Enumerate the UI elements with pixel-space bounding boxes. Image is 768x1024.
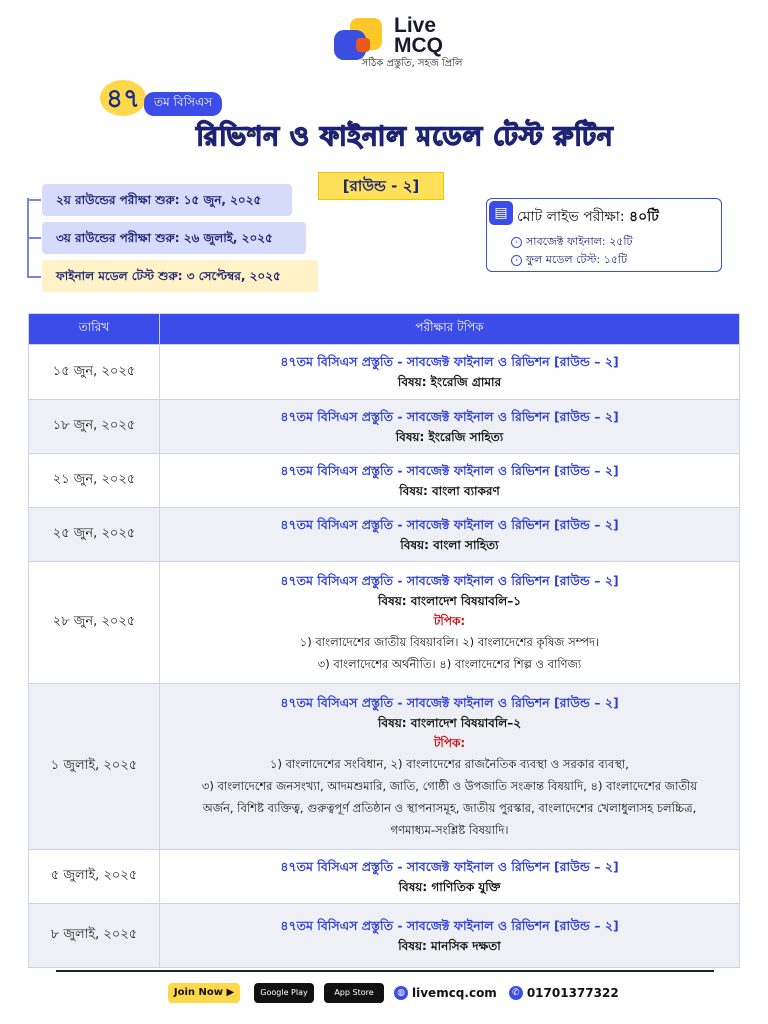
table-row	[29, 345, 740, 400]
row-title: ৪৭তম বিসিএস প্রস্তুতি - সাবজেক্ট ফাইনাল ও রিভিশন [রাউন্ড – ২]	[280, 694, 619, 710]
document-icon: ▤	[489, 201, 513, 225]
row-subject: বিষয়: বাংলাদেশ বিষয়াবলি–২	[377, 715, 522, 730]
summary-item-text: ফুল মডেল টেস্ট: ১৫টি	[526, 253, 628, 266]
app-store-badge[interactable]	[324, 983, 384, 1003]
row-topic-cell	[160, 850, 740, 904]
row-topic-line: ৩) বাংলাদেশের জনসংখ্যা, আদমশুমারি, জাতি, গোষ্ঠী ও উপজাতি সংক্রান্ত বিষয়াদি, ৪) বাংলাদেশের জাতীয়	[201, 778, 698, 793]
row-subject: বিষয়: ইংরেজি সাহিত্য	[395, 429, 504, 444]
row-topic-line: গণমাধ্যম-সংশ্লিষ্ট বিষয়াদি।	[390, 822, 509, 837]
routine-table	[28, 313, 740, 968]
tree-branch	[27, 237, 41, 239]
row-title: ৪৭তম বিসিএস প্রস্তুতি - সাবজেক্ট ফাইনাল ও রিভিশন [রাউন্ড – ২]	[280, 858, 619, 874]
row-topic-cell	[160, 400, 740, 454]
phone-text: 01701377322	[526, 986, 619, 1000]
row-topic-line: ১) বাংলাদেশের সংবিধান, ২) বাংলাদেশের রাজনৈতিক ব্যবস্থা ও সরকার ব্যবস্থা,	[270, 756, 629, 771]
live-exam-count: ৪০টি	[629, 209, 659, 225]
table-row	[29, 850, 740, 904]
column-header-topic: পরীক্ষার টপিক	[160, 314, 740, 345]
live-exam-title	[517, 205, 659, 229]
brand-tagline: সঠিক প্রস্তুতি, সহজ প্রিলি	[361, 58, 463, 69]
row-topic-cell	[160, 562, 740, 684]
row-subject: বিষয়: গাণিতিক যুক্তি	[398, 879, 501, 894]
column-header-date: তারিখ	[29, 314, 160, 345]
row-topic-label: টপিক:	[433, 735, 466, 750]
live-exam-label: মোট লাইভ পরীক্ষা:	[517, 209, 625, 225]
round3-start-date: ৩য় রাউন্ডের পরীক্ষা শুরু: ২৬ জুলাই, ২০২৫	[42, 222, 306, 254]
round-badge: [রাউন্ড - ২]	[318, 172, 444, 200]
table-row	[29, 400, 740, 454]
page-title: রিভিশন ও ফাইনাল মডেল টেস্ট রুটিন	[196, 122, 614, 152]
final-model-test-start-date: ফাইনাল মডেল টেস্ট শুরু: ৩ সেপ্টেম্বর, ২০২৫	[42, 260, 318, 292]
row-title: ৪৭তম বিসিএস প্রস্তুতি - সাবজেক্ট ফাইনাল ও রিভিশন [রাউন্ড – ২]	[280, 408, 619, 424]
row-topic-line: ১) বাংলাদেশের জাতীয় বিষয়াবলি। ২) বাংলাদেশের কৃষিজ সম্পদ।	[299, 634, 600, 649]
table-row	[29, 562, 740, 684]
row-subject: বিষয়: বাংলা ব্যাকরণ	[399, 483, 500, 498]
row-topic-cell	[160, 454, 740, 508]
tree-branch	[27, 276, 41, 278]
row-title: ৪৭তম বিসিএস প্রস্তুতি - সাবজেক্ট ফাইনাল ও রিভিশন [রাউন্ড – ২]	[280, 516, 619, 532]
website-link[interactable]	[394, 986, 497, 1000]
chevron-right-icon: ›	[511, 255, 522, 266]
table-row	[29, 454, 740, 508]
exam-number: ৪৭	[100, 80, 146, 116]
row-date: ৮ জুলাই, ২০২৫	[29, 904, 160, 968]
brand-name-line1: Live	[394, 14, 437, 37]
row-date: ২৫ জুন, ২০২৫	[29, 508, 160, 562]
row-subject: বিষয়: মানসিক দক্ষতা	[398, 938, 501, 953]
logo	[332, 14, 492, 70]
table-header-row	[29, 314, 740, 345]
row-subject: বিষয়: বাংলা সাহিত্য	[400, 537, 499, 552]
table-row	[29, 508, 740, 562]
footer-divider	[56, 970, 714, 972]
table-row	[29, 684, 740, 850]
globe-icon: ◍	[394, 986, 408, 1000]
row-title: ৪৭তম বিসিএস প্রস্তুতি - সাবজেক্ট ফাইনাল ও রিভিশন [রাউন্ড – ২]	[280, 462, 619, 478]
phone-icon: ✆	[509, 986, 523, 1000]
footer	[168, 982, 631, 1004]
summary-item	[511, 233, 633, 252]
chevron-right-icon: ›	[511, 237, 522, 248]
app-store-label: App Store	[334, 988, 374, 997]
row-date: ২১ জুন, ২০২৫	[29, 454, 160, 508]
bcs-label: তম বিসিএস	[144, 92, 222, 116]
row-title: ৪৭তম বিসিএস প্রস্তুতি - সাবজেক্ট ফাইনাল ও রিভিশন [রাউন্ড – ২]	[280, 917, 619, 933]
row-title: ৪৭তম বিসিএস প্রস্তুতি - সাবজেক্ট ফাইনাল ও রিভিশন [রাউন্ড – ২]	[280, 354, 619, 369]
row-date: ১ জুলাই, ২০২৫	[29, 684, 160, 850]
row-topic-cell	[160, 345, 740, 400]
website-text: livemcq.com	[412, 986, 497, 1000]
google-play-label: Google Play	[260, 988, 308, 997]
row-subject: বিষয়: বাংলাদেশ বিষয়াবলি–১	[377, 593, 522, 608]
row-topic-line: অর্জন, বিশিষ্ট ব্যক্তিত্ব, গুরুত্বপূর্ণ প্রতিষ্ঠান ও স্থাপনাসমূহ, জাতীয় পুরস্কার, বাংলাদেশের খেলাধুলাসহ চলচ্চিত্র,	[202, 800, 697, 815]
row-date: ১৮ জুন, ২০২৫	[29, 400, 160, 454]
tree-branch	[27, 199, 41, 201]
google-play-badge[interactable]	[254, 983, 314, 1003]
join-now-button[interactable]: Join Now ▶	[168, 983, 240, 1003]
row-topic-line: ৩) বাংলাদেশের অর্থনীতি। ৪) বাংলাদেশের শিল্প ও বাণিজ্য	[317, 656, 582, 671]
row-topic-cell	[160, 904, 740, 968]
live-exam-summary	[486, 198, 722, 272]
row-date: ২৮ জুন, ২০২৫	[29, 562, 160, 684]
summary-item-text: সাবজেক্ট ফাইনাল: ২৫টি	[526, 235, 633, 248]
row-topic-label: টপিক:	[433, 613, 466, 628]
brand-name	[394, 16, 443, 56]
row-topic-cell	[160, 508, 740, 562]
table-row	[29, 904, 740, 968]
row-date: ৫ জুলাই, ২০২৫	[29, 850, 160, 904]
row-title: ৪৭তম বিসিএস প্রস্তুতি - সাবজেক্ট ফাইনাল ও রিভিশন [রাউন্ড – ২]	[280, 572, 619, 588]
brand-name-line2: MCQ	[394, 34, 443, 57]
summary-item	[511, 251, 627, 270]
round2-start-date: ২য় রাউন্ডের পরীক্ষা শুরু: ১৫ জুন, ২০২৫	[42, 184, 292, 216]
row-topic-cell	[160, 684, 740, 850]
row-subject: বিষয়: ইংরেজি গ্রামার	[397, 375, 502, 389]
row-date: ১৫ জুন, ২০২৫	[29, 345, 160, 400]
phone-contact[interactable]	[509, 986, 619, 1000]
